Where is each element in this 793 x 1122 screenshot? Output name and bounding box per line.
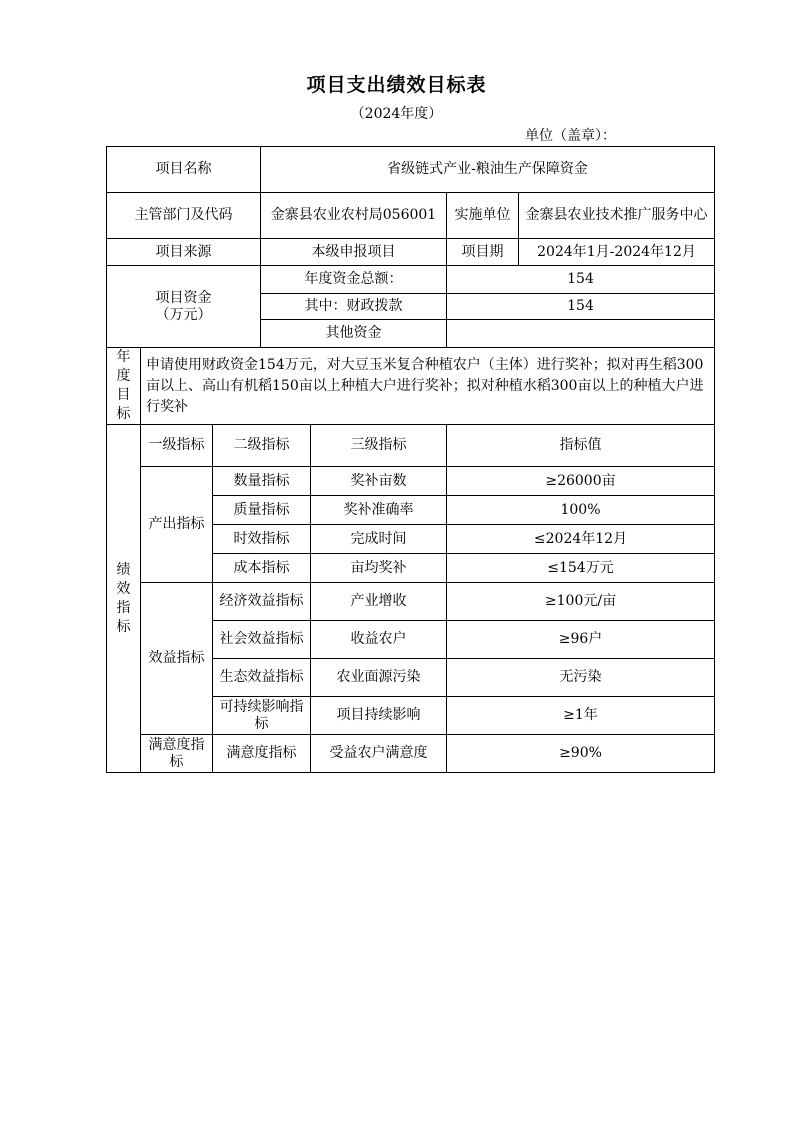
indicator-value: ≥96户 bbox=[447, 621, 715, 659]
level3-indicator: 受益农户满意度 bbox=[311, 735, 447, 773]
level2-indicator: 经济效益指标 bbox=[213, 583, 311, 621]
table-row bbox=[107, 193, 715, 239]
project-source-value: 本级申报项目 bbox=[261, 239, 447, 266]
level3-indicator: 项目持续影响 bbox=[311, 697, 447, 735]
goal-label-char: 度 bbox=[116, 368, 131, 384]
level3-indicator: 奖补亩数 bbox=[311, 467, 447, 496]
indicator-value: ≥90% bbox=[447, 735, 715, 773]
other-funds-label: 其他资金 bbox=[261, 320, 447, 348]
level3-indicator: 产业增收 bbox=[311, 583, 447, 621]
level3-indicator: 奖补准确率 bbox=[311, 496, 447, 525]
satisfaction-indicators-label: 满意度指标 bbox=[141, 735, 213, 773]
project-funds-label bbox=[107, 266, 261, 348]
header-level3: 三级指标 bbox=[311, 425, 447, 467]
indicator-value: ≥26000亩 bbox=[447, 467, 715, 496]
table-row bbox=[107, 425, 715, 467]
other-funds-value bbox=[447, 320, 715, 348]
table-row bbox=[107, 239, 715, 266]
indicator-value: ≤154万元 bbox=[447, 554, 715, 583]
level2-indicator: 满意度指标 bbox=[213, 735, 311, 773]
level3-indicator: 农业面源污染 bbox=[311, 659, 447, 697]
output-indicators-label: 产出指标 bbox=[141, 467, 213, 583]
perf-label-char: 标 bbox=[116, 618, 131, 635]
indicator-value: ≤2024年12月 bbox=[447, 525, 715, 554]
annual-goal-label bbox=[107, 348, 141, 425]
level2-indicator: 生态效益指标 bbox=[213, 659, 311, 697]
goal-label-char: 年 bbox=[116, 349, 131, 365]
level3-indicator: 完成时间 bbox=[311, 525, 447, 554]
perf-label-char: 指 bbox=[116, 599, 131, 616]
indicator-value: ≥100元/亩 bbox=[447, 583, 715, 621]
project-funds-label-line1: 项目资金 bbox=[155, 289, 212, 306]
level3-indicator: 收益农户 bbox=[311, 621, 447, 659]
page-title: 项目支出绩效目标表 bbox=[306, 74, 487, 96]
project-name-label: 项目名称 bbox=[107, 147, 261, 193]
table-row bbox=[107, 147, 715, 193]
table-row bbox=[107, 583, 715, 621]
table-row bbox=[107, 735, 715, 773]
performance-indicators-label bbox=[107, 425, 141, 773]
indicator-value: ≥1年 bbox=[447, 697, 715, 735]
indicator-value: 无污染 bbox=[447, 659, 715, 697]
table-row bbox=[107, 348, 715, 425]
project-source-label: 项目来源 bbox=[107, 239, 261, 266]
year-subtitle: （2024年度） bbox=[350, 106, 443, 122]
perf-label-char: 效 bbox=[116, 580, 131, 597]
header-value: 指标值 bbox=[447, 425, 715, 467]
project-period-value: 2024年1月-2024年12月 bbox=[519, 239, 715, 266]
perf-label-char: 绩 bbox=[116, 561, 131, 578]
level2-indicator: 可持续影响指标 bbox=[213, 697, 311, 735]
table-row bbox=[107, 467, 715, 496]
benefit-indicators-label: 效益指标 bbox=[141, 583, 213, 735]
unit-seal-label: 单位（盖章）： bbox=[525, 128, 616, 144]
table-row bbox=[107, 266, 715, 294]
level2-indicator: 质量指标 bbox=[213, 496, 311, 525]
project-funds-label-line2: （万元） bbox=[155, 306, 212, 323]
performance-target-table bbox=[106, 146, 715, 773]
level3-indicator: 亩均奖补 bbox=[311, 554, 447, 583]
level2-indicator: 社会效益指标 bbox=[213, 621, 311, 659]
implementing-unit-label: 实施单位 bbox=[447, 193, 519, 239]
level2-indicator: 时效指标 bbox=[213, 525, 311, 554]
fiscal-allocation-value: 154 bbox=[447, 294, 715, 320]
department-label: 主管部门及代码 bbox=[107, 193, 261, 239]
indicator-value: 100% bbox=[447, 496, 715, 525]
level2-indicator: 成本指标 bbox=[213, 554, 311, 583]
level2-indicator: 数量指标 bbox=[213, 467, 311, 496]
goal-label-char: 目 bbox=[116, 387, 131, 403]
header-level2: 二级指标 bbox=[213, 425, 311, 467]
annual-total-value: 154 bbox=[447, 266, 715, 294]
header-level1: 一级指标 bbox=[141, 425, 213, 467]
goal-label-char: 标 bbox=[116, 406, 131, 422]
project-period-label: 项目期 bbox=[447, 239, 519, 266]
annual-goal-text: 申请使用财政资金154万元，对大豆玉米复合种植农户（主体）进行奖补；拟对再生稻300亩以上、高山有机稻150亩以上种植大户进行奖补；拟对种植水稻300亩以上的种植大户进行奖补 bbox=[141, 348, 715, 425]
annual-total-label: 年度资金总额： bbox=[261, 266, 447, 294]
project-name-value: 省级链式产业-粮油生产保障资金 bbox=[261, 147, 715, 193]
fiscal-allocation-label: 其中：财政拨款 bbox=[261, 294, 447, 320]
implementing-unit-value: 金寨县农业技术推广服务中心 bbox=[519, 193, 715, 239]
department-value: 金寨县农业农村局056001 bbox=[261, 193, 447, 239]
